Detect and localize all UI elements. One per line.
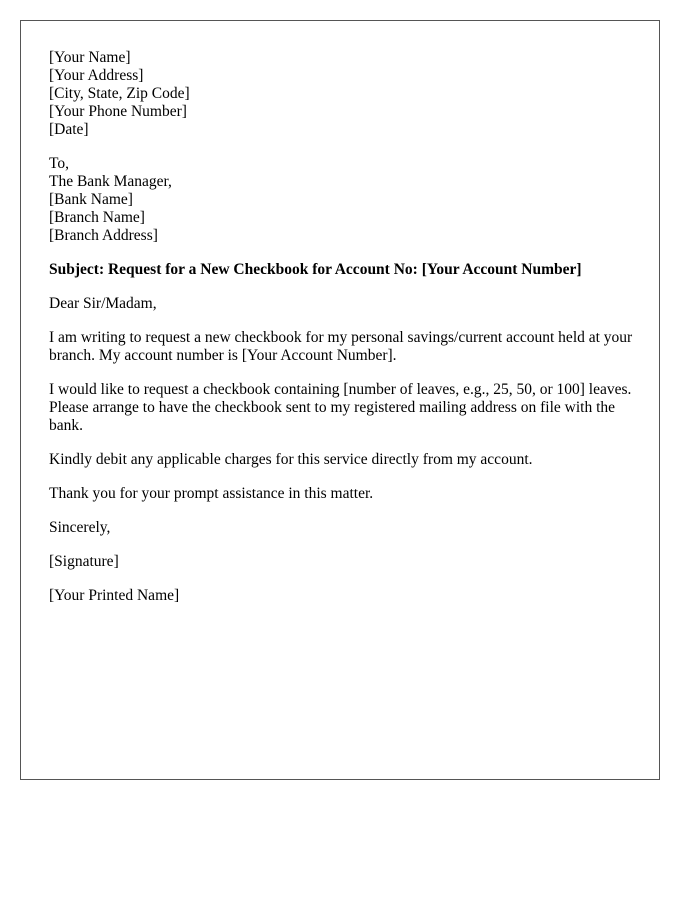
signature-placeholder: [Signature]: [49, 553, 119, 570]
sender-name: [Your Name]: [49, 49, 131, 66]
letter-content: [49, 49, 639, 621]
recipient-block: [49, 155, 639, 245]
printed-name: [Your Printed Name]: [49, 587, 180, 604]
body-paragraph-3: Kindly debit any applicable charges for this service directly from my account.: [49, 451, 533, 468]
recipient-to: To,: [49, 155, 70, 172]
letter-date: [Date]: [49, 121, 89, 138]
sender-phone: [Your Phone Number]: [49, 103, 187, 120]
sender-block: [49, 49, 639, 139]
body-paragraph-4: Thank you for your prompt assistance in this matter.: [49, 485, 374, 502]
recipient-branch-name: [Branch Name]: [49, 209, 145, 226]
salutation: Dear Sir/Madam,: [49, 295, 157, 312]
recipient-branch-address: [Branch Address]: [49, 227, 158, 244]
recipient-title: The Bank Manager,: [49, 173, 172, 190]
body-paragraph-2: I would like to request a checkbook containing [number of leaves, e.g., 25, 50, or 100] leaves. Please arrange to have the checkbook sent to my registered mailing address on file with the bank.: [49, 381, 632, 434]
body-paragraph-1: I am writing to request a new checkbook for my personal savings/current account held at your branch. My account number is [Your Account Number].: [49, 329, 633, 364]
subject-line: Subject: Request for a New Checkbook for Account No: [Your Account Number]: [49, 261, 582, 278]
sender-city-state-zip: [City, State, Zip Code]: [49, 85, 190, 102]
sender-address: [Your Address]: [49, 67, 144, 84]
letter-page: [20, 20, 660, 780]
closing: Sincerely,: [49, 519, 111, 536]
recipient-bank-name: [Bank Name]: [49, 191, 133, 208]
